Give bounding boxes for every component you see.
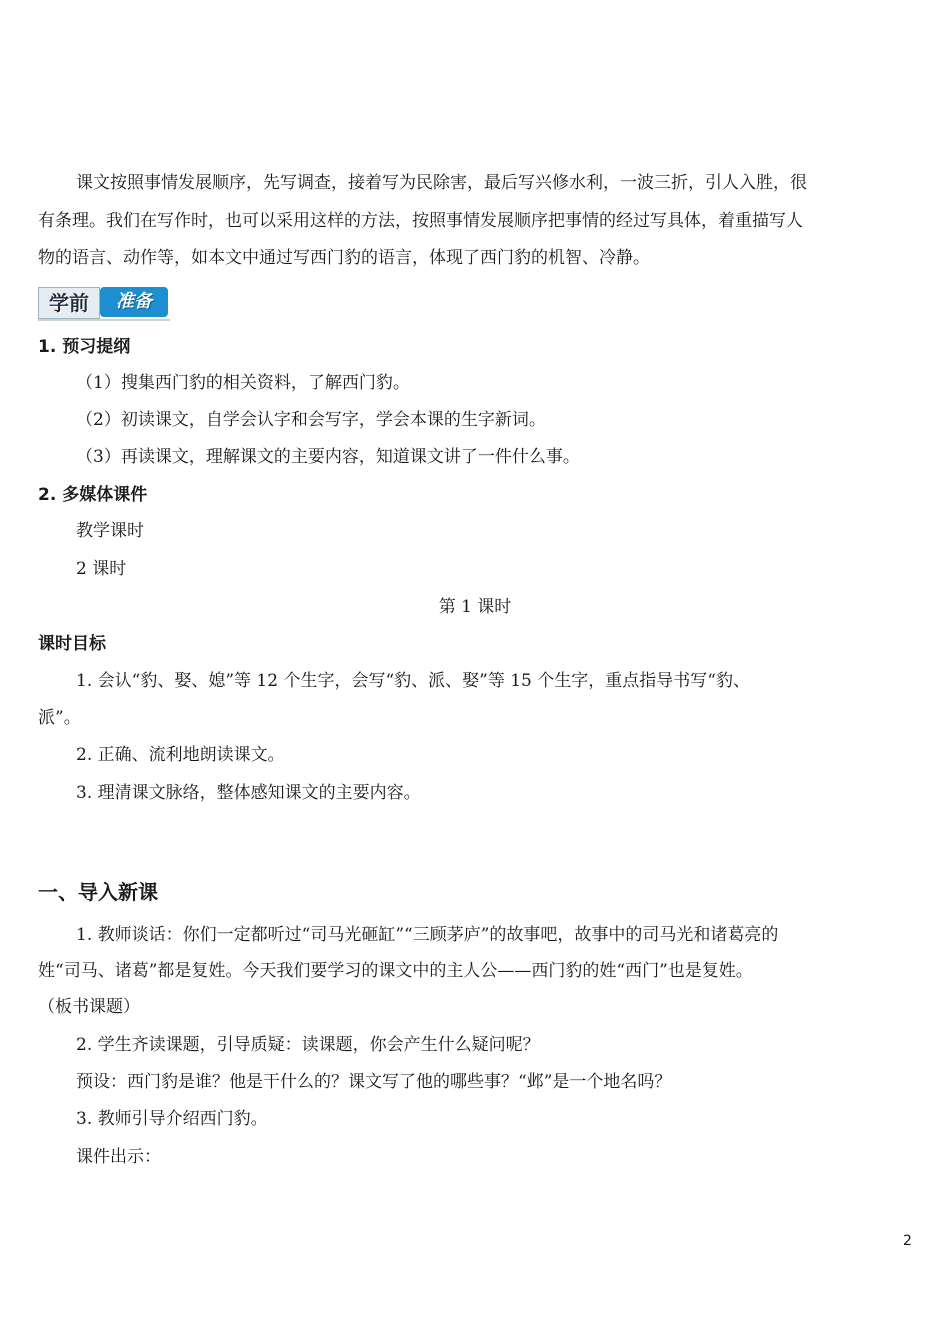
badge-right-label: 准备	[100, 287, 168, 317]
section-title-preview: 1. 预习提纲	[38, 337, 131, 357]
part1-line-3: （板书课题）	[38, 997, 140, 1017]
preview-item-1: （1）搜集西门豹的相关资料，了解西门豹。	[76, 373, 410, 393]
objective-line-3: 2. 正确、流利地朗读课文。	[76, 745, 285, 765]
preview-item-3: （3）再读课文，理解课文的主要内容，知道课文讲了一件什么事。	[76, 447, 580, 467]
part1-line-2: 姓“司马、诸葛”都是复姓。今天我们要学习的课文中的主人公——西门豹的姓“西门”也是复姓。	[38, 961, 753, 981]
teaching-hours-value: 2 课时	[76, 559, 127, 579]
objective-line-4: 3. 理清课文脉络，整体感知课文的主要内容。	[76, 783, 421, 803]
section-badge	[38, 284, 170, 322]
objective-line-1: 1. 会认“豹、娶、媳”等 12 个生字，会写“豹、派、娶”等 15 个生字，重点指导书写“豹、	[76, 671, 750, 691]
page-number: 2	[903, 1233, 912, 1249]
badge-underline	[38, 319, 170, 321]
intro-line-2: 有条理。我们在写作时，也可以采用这样的方法，按照事情发展顺序把事情的经过写具体，着重描写人	[38, 211, 803, 231]
part1-line-6: 3. 教师引导介绍西门豹。	[76, 1109, 268, 1129]
badge-left-label: 学前	[38, 287, 100, 319]
preview-item-2: （2）初读课文，自学会认字和会写字，学会本课的生字新词。	[76, 410, 546, 430]
section-title-multimedia: 2. 多媒体课件	[38, 485, 148, 505]
part1-line-1: 1. 教师谈话：你们一定都听过“司马光砸缸”“三顾茅庐”的故事吧，故事中的司马光和诸葛亮的	[76, 925, 779, 945]
part1-title: 一、导入新课	[38, 880, 158, 904]
part1-line-4: 2. 学生齐读课题，引导质疑：读课题，你会产生什么疑问呢？	[76, 1035, 540, 1055]
teaching-hours-label: 教学课时	[76, 521, 144, 541]
objective-line-2: 派”。	[38, 708, 81, 728]
intro-line-3: 物的语言、动作等，如本文中通过写西门豹的语言，体现了西门豹的机智、冷静。	[38, 248, 650, 268]
part1-line-5: 预设：西门豹是谁？他是干什么的？课文写了他的哪些事？“邺”是一个地名吗？	[76, 1072, 672, 1092]
intro-line-1: 课文按照事情发展顺序，先写调查，接着写为民除害，最后写兴修水利，一波三折，引人入胜，很	[76, 173, 807, 193]
part1-line-7: 课件出示：	[76, 1147, 161, 1167]
objectives-title: 课时目标	[38, 634, 106, 654]
lesson-title: 第 1 课时	[438, 597, 512, 617]
